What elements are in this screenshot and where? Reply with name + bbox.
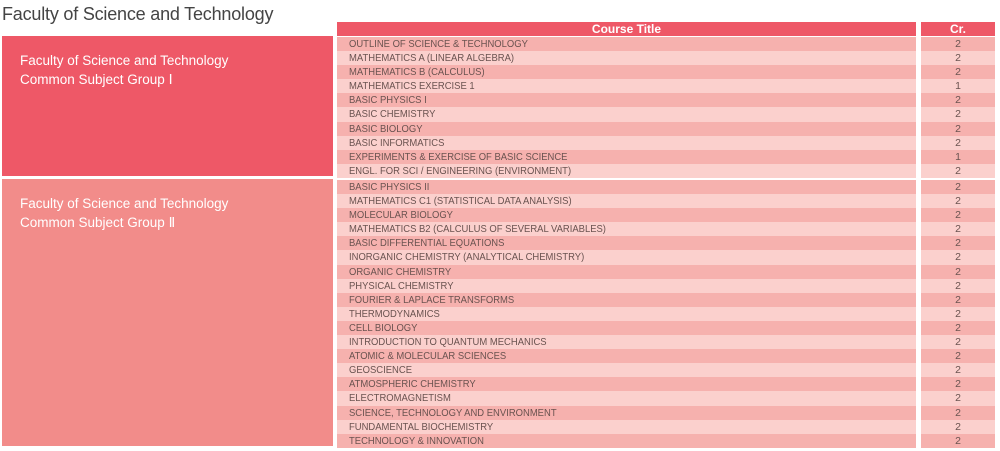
course-credits: 2 — [921, 93, 995, 107]
course-title-text: SCIENCE, TECHNOLOGY AND ENVIRONMENT — [349, 406, 557, 419]
course-row — [337, 406, 995, 420]
course-row — [337, 180, 995, 194]
course-credits: 2 — [921, 391, 995, 405]
group-2-label-line1: Faculty of Science and Technology — [20, 196, 229, 211]
course-row — [337, 335, 995, 349]
course-title-text: GEOSCIENCE — [349, 364, 413, 377]
course-title-text: OUTLINE OF SCIENCE & TECHNOLOGY — [349, 38, 528, 50]
course-row — [337, 122, 995, 136]
course-title-text: TECHNOLOGY & INNOVATION — [349, 434, 484, 447]
course-credits: 2 — [921, 406, 995, 420]
course-title-text: BASIC CHEMISTRY — [349, 108, 436, 121]
group-1-course-list — [337, 37, 995, 178]
course-title — [337, 164, 916, 178]
course-title-text: EXPERIMENTS & EXERCISE OF BASIC SCIENCE — [349, 150, 568, 163]
course-title — [337, 420, 916, 434]
course-title — [337, 107, 916, 121]
course-title-text: ATMOSPHERIC CHEMISTRY — [349, 378, 476, 391]
course-title-text: BASIC PHYSICS II — [349, 181, 430, 193]
course-title — [337, 434, 916, 448]
course-title-text: FUNDAMENTAL BIOCHEMISTRY — [349, 420, 494, 433]
course-row — [337, 293, 995, 307]
course-row — [337, 222, 995, 236]
course-title-text: ORGANIC CHEMISTRY — [349, 265, 452, 278]
course-title — [337, 321, 916, 335]
course-credits: 2 — [921, 434, 995, 448]
course-title — [337, 391, 916, 405]
course-title-header: Course Title — [337, 22, 916, 36]
course-title — [337, 406, 916, 420]
course-credits: 2 — [921, 136, 995, 150]
course-credits: 2 — [921, 363, 995, 377]
course-credits: 2 — [921, 377, 995, 391]
course-title — [337, 136, 916, 150]
group-2-panel — [2, 179, 333, 446]
course-credits: 2 — [921, 293, 995, 307]
course-title-text: BASIC PHYSICS I — [349, 94, 427, 107]
course-credits: 2 — [921, 420, 995, 434]
course-row — [337, 321, 995, 335]
course-title — [337, 93, 916, 107]
course-title — [337, 222, 916, 236]
course-credits: 2 — [921, 107, 995, 121]
course-credits: 2 — [921, 164, 995, 178]
course-row — [337, 377, 995, 391]
course-title-text: PHYSICAL CHEMISTRY — [349, 279, 454, 292]
group-2-course-list — [337, 180, 995, 448]
course-title — [337, 307, 916, 321]
page-title: Faculty of Science and Technology — [2, 4, 274, 24]
course-row — [337, 307, 995, 321]
course-row — [337, 265, 995, 279]
course-credits: 2 — [921, 250, 995, 264]
course-title — [337, 363, 916, 377]
course-title — [337, 349, 916, 363]
course-credits: 2 — [921, 321, 995, 335]
course-credits: 2 — [921, 279, 995, 293]
course-title-text: ELECTROMAGNETISM — [349, 392, 451, 405]
course-title — [337, 236, 916, 250]
course-credits: 2 — [921, 335, 995, 349]
course-title — [337, 51, 916, 65]
course-credits: 2 — [921, 236, 995, 250]
course-title — [337, 335, 916, 349]
group-1-panel — [2, 36, 333, 176]
course-credits: 2 — [921, 208, 995, 222]
group-1-label-line2: Common Subject Group Ⅰ — [20, 72, 173, 87]
course-title — [337, 265, 916, 279]
group-1-label-line1: Faculty of Science and Technology — [20, 53, 229, 68]
course-row — [337, 51, 995, 65]
course-title-text: INTRODUCTION TO QUANTUM MECHANICS — [349, 336, 547, 349]
course-title-text: BASIC DIFFERENTIAL EQUATIONS — [349, 237, 505, 250]
course-title-text: MATHEMATICS A (LINEAR ALGEBRA) — [349, 52, 515, 65]
course-row — [337, 65, 995, 79]
course-credits: 2 — [921, 222, 995, 236]
course-title-text: CELL BIOLOGY — [349, 321, 418, 334]
course-row — [337, 236, 995, 250]
course-title-text: MATHEMATICS B2 (CALCULUS OF SEVERAL VARIABLES) — [349, 223, 606, 236]
course-title-text: MATHEMATICS C1 (STATISTICAL DATA ANALYSIS) — [349, 195, 572, 208]
course-row — [337, 150, 995, 164]
course-row — [337, 93, 995, 107]
course-title — [337, 37, 916, 51]
course-row — [337, 434, 995, 448]
course-row — [337, 37, 995, 51]
course-credits: 2 — [921, 37, 995, 51]
course-title-text: THERMODYNAMICS — [349, 307, 440, 320]
course-title-text: ATOMIC & MOLECULAR SCIENCES — [349, 350, 507, 363]
course-title-text: BASIC INFORMATICS — [349, 136, 445, 149]
course-credits: 2 — [921, 122, 995, 136]
course-row — [337, 420, 995, 434]
course-title — [337, 194, 916, 208]
course-title-text: MATHEMATICS EXERCISE 1 — [349, 80, 475, 93]
course-title — [337, 279, 916, 293]
course-row — [337, 250, 995, 264]
course-credits: 2 — [921, 51, 995, 65]
course-title — [337, 79, 916, 93]
course-row — [337, 363, 995, 377]
course-credits: 2 — [921, 180, 995, 194]
course-title — [337, 293, 916, 307]
course-row — [337, 208, 995, 222]
course-title-text: BASIC BIOLOGY — [349, 122, 423, 135]
course-credits: 2 — [921, 194, 995, 208]
course-credits: 2 — [921, 349, 995, 363]
course-credits: 2 — [921, 307, 995, 321]
course-credits: 2 — [921, 265, 995, 279]
course-row — [337, 349, 995, 363]
course-credits: 2 — [921, 65, 995, 79]
course-title-text: ENGL. FOR SCI / ENGINEERING (ENVIRONMENT) — [349, 164, 572, 177]
course-title — [337, 250, 916, 264]
course-title — [337, 65, 916, 79]
course-row — [337, 79, 995, 93]
group-2-label — [20, 194, 228, 232]
course-title — [337, 208, 916, 222]
course-credits: 1 — [921, 79, 995, 93]
course-title-text: MATHEMATICS B (CALCULUS) — [349, 66, 485, 79]
course-row — [337, 391, 995, 405]
group-1-label — [20, 51, 228, 89]
course-title-text: MOLECULAR BIOLOGY — [349, 209, 453, 222]
course-row — [337, 164, 995, 178]
course-title — [337, 150, 916, 164]
course-title — [337, 122, 916, 136]
course-title-text: INORGANIC CHEMISTRY (ANALYTICAL CHEMISTRY) — [349, 251, 585, 264]
group-2-label-line2: Common Subject Group Ⅱ — [20, 215, 176, 230]
course-row — [337, 194, 995, 208]
credits-header: Cr. — [921, 22, 995, 36]
course-row — [337, 279, 995, 293]
course-title — [337, 180, 916, 194]
course-row — [337, 136, 995, 150]
course-credits: 1 — [921, 150, 995, 164]
course-row — [337, 107, 995, 121]
course-title-text: FOURIER & LAPLACE TRANSFORMS — [349, 293, 515, 306]
course-title — [337, 377, 916, 391]
